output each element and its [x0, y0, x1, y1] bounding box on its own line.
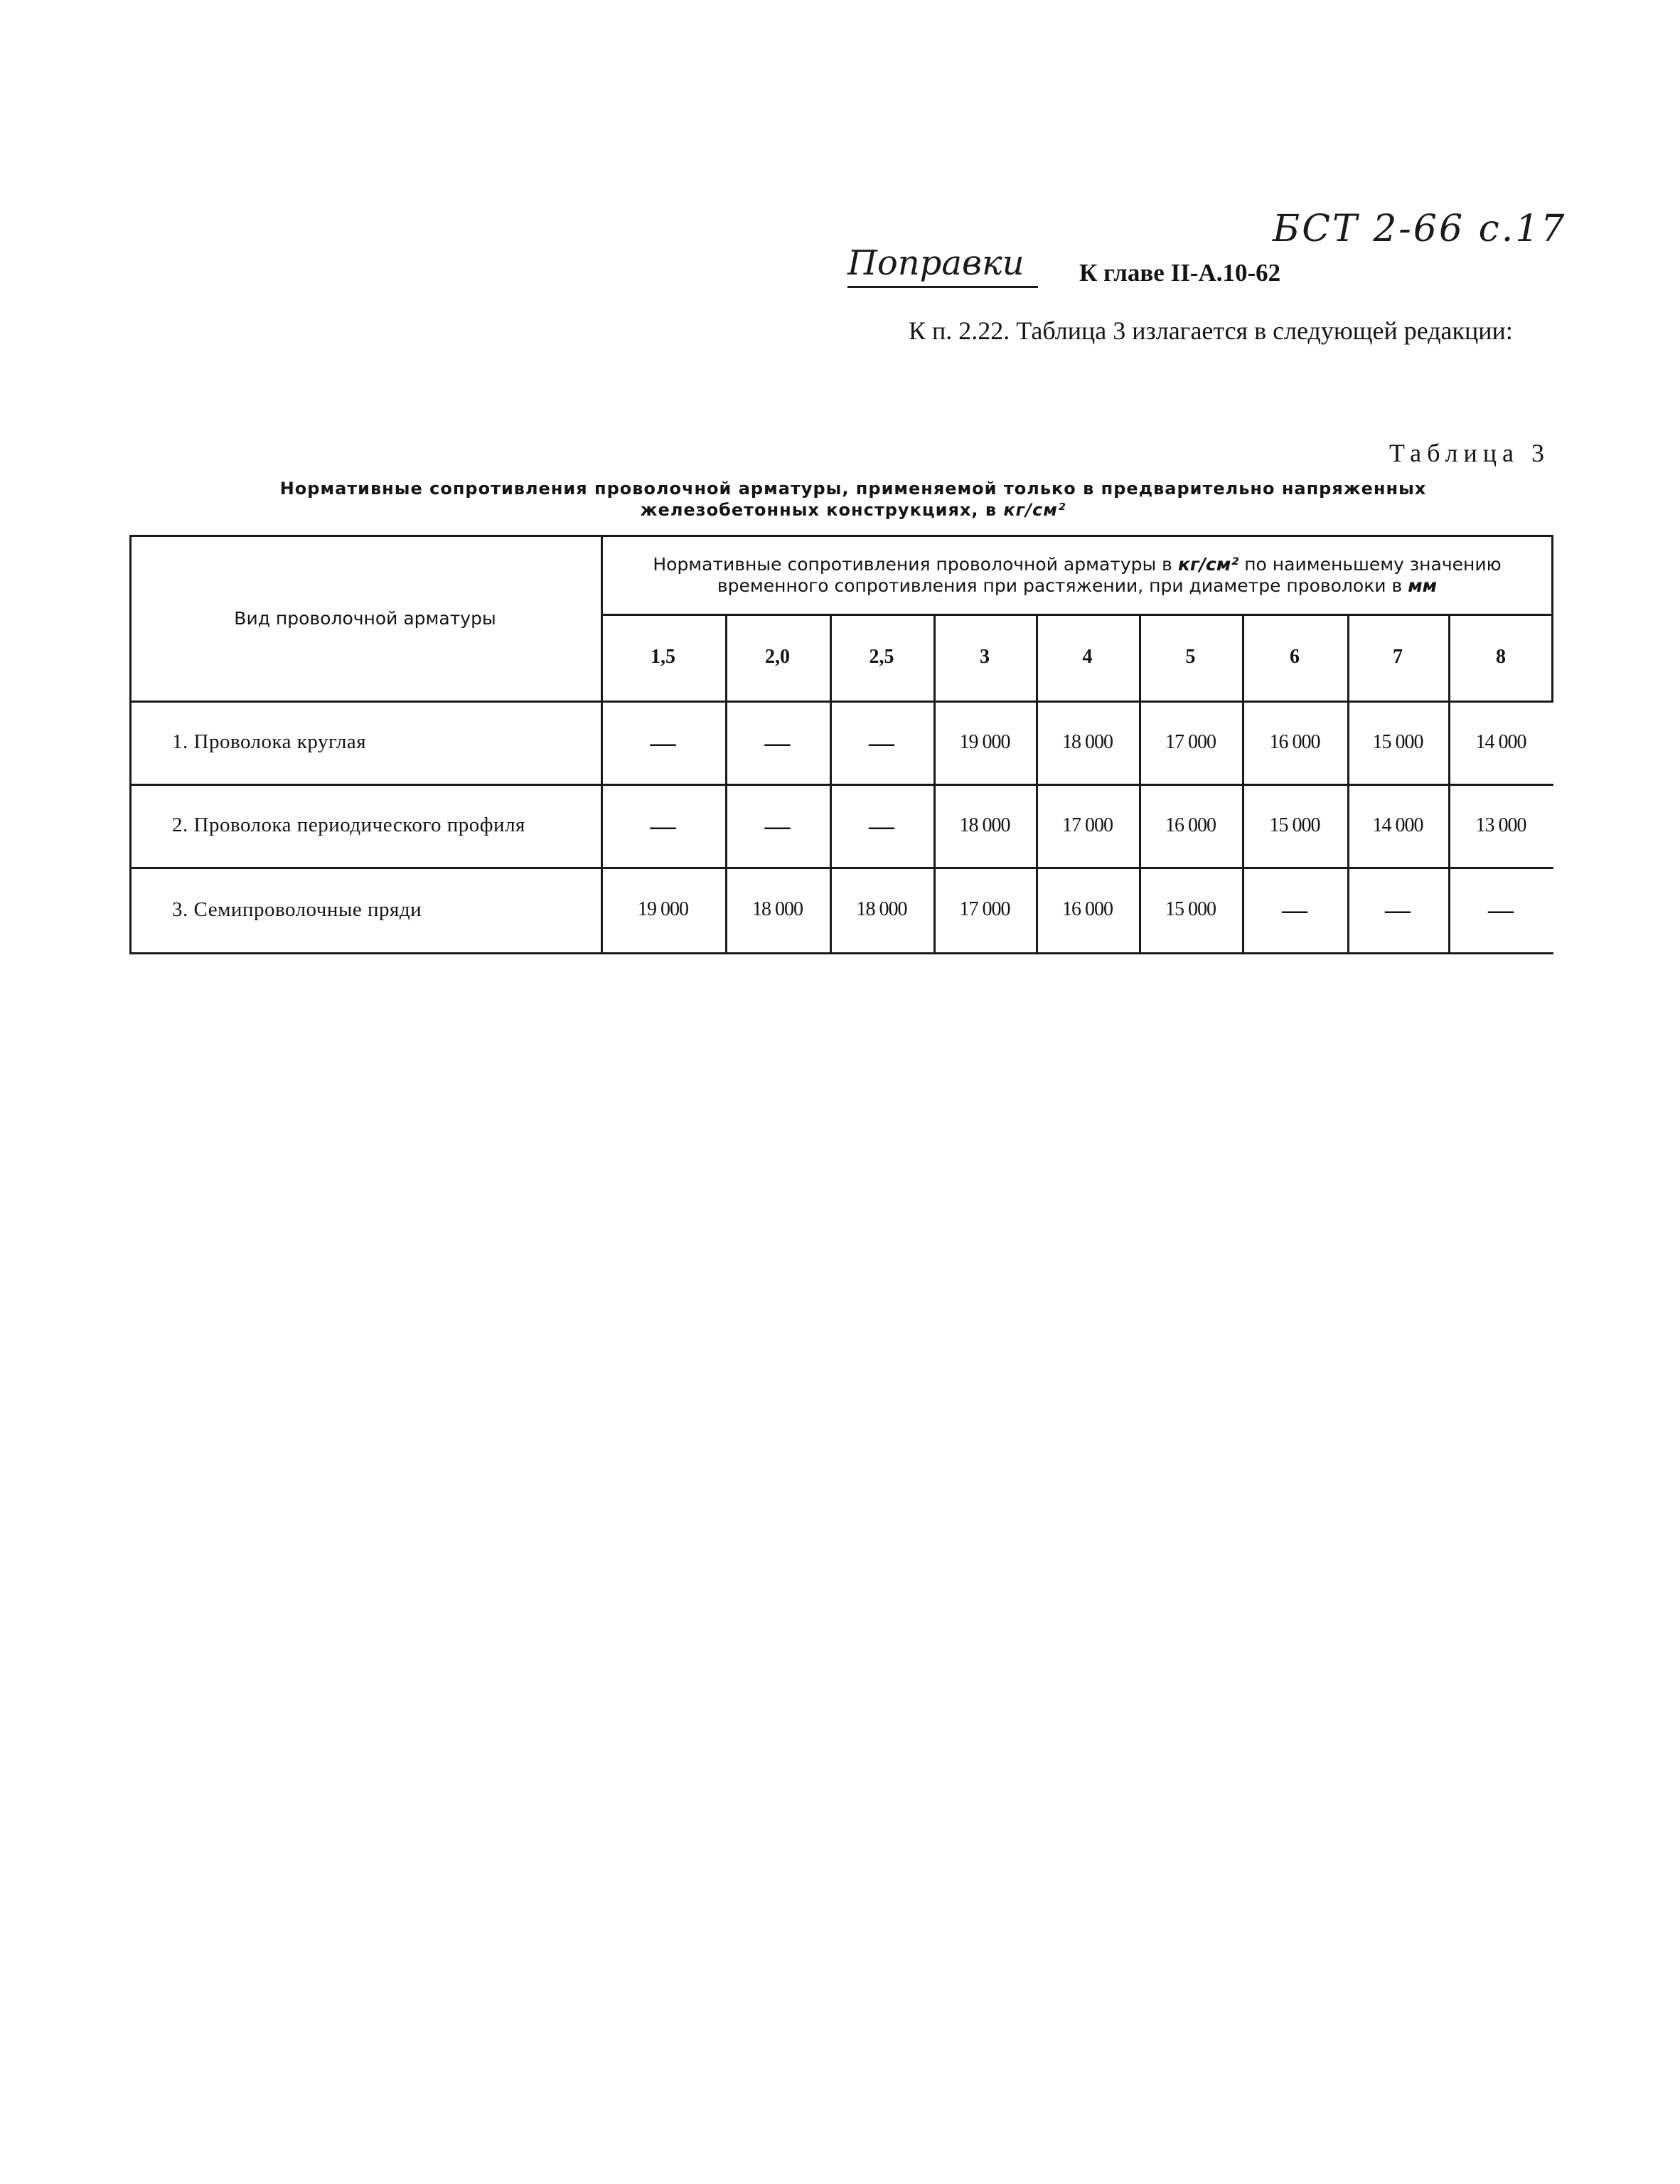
- empty-value-cell: —: [869, 811, 894, 840]
- row-header: Вид проволочной арматуры: [234, 608, 496, 629]
- correction-heading: Поправки: [847, 240, 1038, 288]
- group-header-segment: Нормативные сопротивления проволочной арматуры в: [653, 554, 1172, 575]
- archive-stamp: БСТ 2-66 с.17: [1273, 208, 1567, 250]
- caption-unit: кг/см²: [1003, 500, 1066, 520]
- diameter-header: 4: [1082, 646, 1093, 668]
- value-cell: 17 000: [1165, 730, 1216, 753]
- value-cell: 16 000: [1269, 730, 1320, 753]
- value-cell: 18 000: [959, 814, 1010, 836]
- caption-line-2: [213, 499, 1493, 521]
- amendment-text: К п. 2.22. Таблица 3 излагается в следующей редакции:: [909, 316, 1513, 345]
- value-cell: 15 000: [1165, 898, 1216, 920]
- row-label: 3. Семипроволочные пряди: [172, 897, 422, 921]
- group-header-text: [615, 554, 1539, 597]
- empty-value-cell: —: [1282, 895, 1307, 924]
- empty-value-cell: —: [764, 811, 791, 840]
- group-header: [601, 537, 1553, 614]
- empty-value-cell: —: [869, 728, 894, 757]
- value-cell: 18 000: [856, 898, 907, 920]
- table-number: Таблица 3: [1389, 439, 1550, 467]
- value-cell: 19 000: [959, 730, 1010, 753]
- empty-value-cell: —: [1488, 895, 1514, 924]
- value-cell: 16 000: [1062, 898, 1113, 920]
- unit-label: мм: [1408, 575, 1438, 596]
- value-cell: 17 000: [959, 898, 1010, 920]
- chapter-reference: К главе II-A.10-62: [1079, 259, 1281, 287]
- diameter-header: 7: [1393, 646, 1403, 668]
- row-label: 1. Проволока круглая: [172, 730, 367, 753]
- value-cell: 15 000: [1269, 814, 1320, 836]
- value-cell: 19 000: [638, 898, 688, 920]
- value-cell: 14 000: [1475, 730, 1526, 753]
- diameter-header: 3: [980, 646, 990, 668]
- caption-line-2-text: железобетонных конструкциях, в: [640, 500, 997, 520]
- empty-value-cell: —: [650, 811, 676, 840]
- group-header-segment: по наименьшему значению временного сопротивления при растяжении, при диаметре проволоки в: [717, 554, 1502, 596]
- diameter-header: 2,0: [765, 646, 790, 668]
- diameter-header: 2,5: [869, 646, 894, 668]
- unit-label: кг/см²: [1177, 554, 1239, 575]
- value-cell: 17 000: [1062, 814, 1113, 836]
- resistance-table: [129, 535, 1553, 954]
- empty-value-cell: —: [1385, 895, 1411, 924]
- amendment-paragraph: [862, 313, 1544, 348]
- empty-value-cell: —: [764, 728, 791, 757]
- table-caption: [213, 478, 1493, 521]
- caption-line-1: Нормативные сопротивления проволочной арматуры, применяемой только в предварительно напряженных: [279, 479, 1427, 499]
- diameter-header: 1,5: [651, 646, 675, 668]
- value-cell: 18 000: [1062, 730, 1113, 753]
- value-cell: 13 000: [1475, 814, 1526, 836]
- value-cell: 15 000: [1372, 730, 1423, 753]
- diameter-header: 5: [1185, 646, 1196, 668]
- value-cell: 18 000: [752, 898, 803, 920]
- empty-value-cell: —: [650, 728, 676, 757]
- value-cell: 14 000: [1372, 814, 1423, 836]
- diameter-header: 8: [1496, 646, 1506, 668]
- diameter-header: 6: [1290, 646, 1300, 668]
- row-label: 2. Проволока периодического профиля: [172, 814, 525, 836]
- value-cell: 16 000: [1165, 814, 1216, 836]
